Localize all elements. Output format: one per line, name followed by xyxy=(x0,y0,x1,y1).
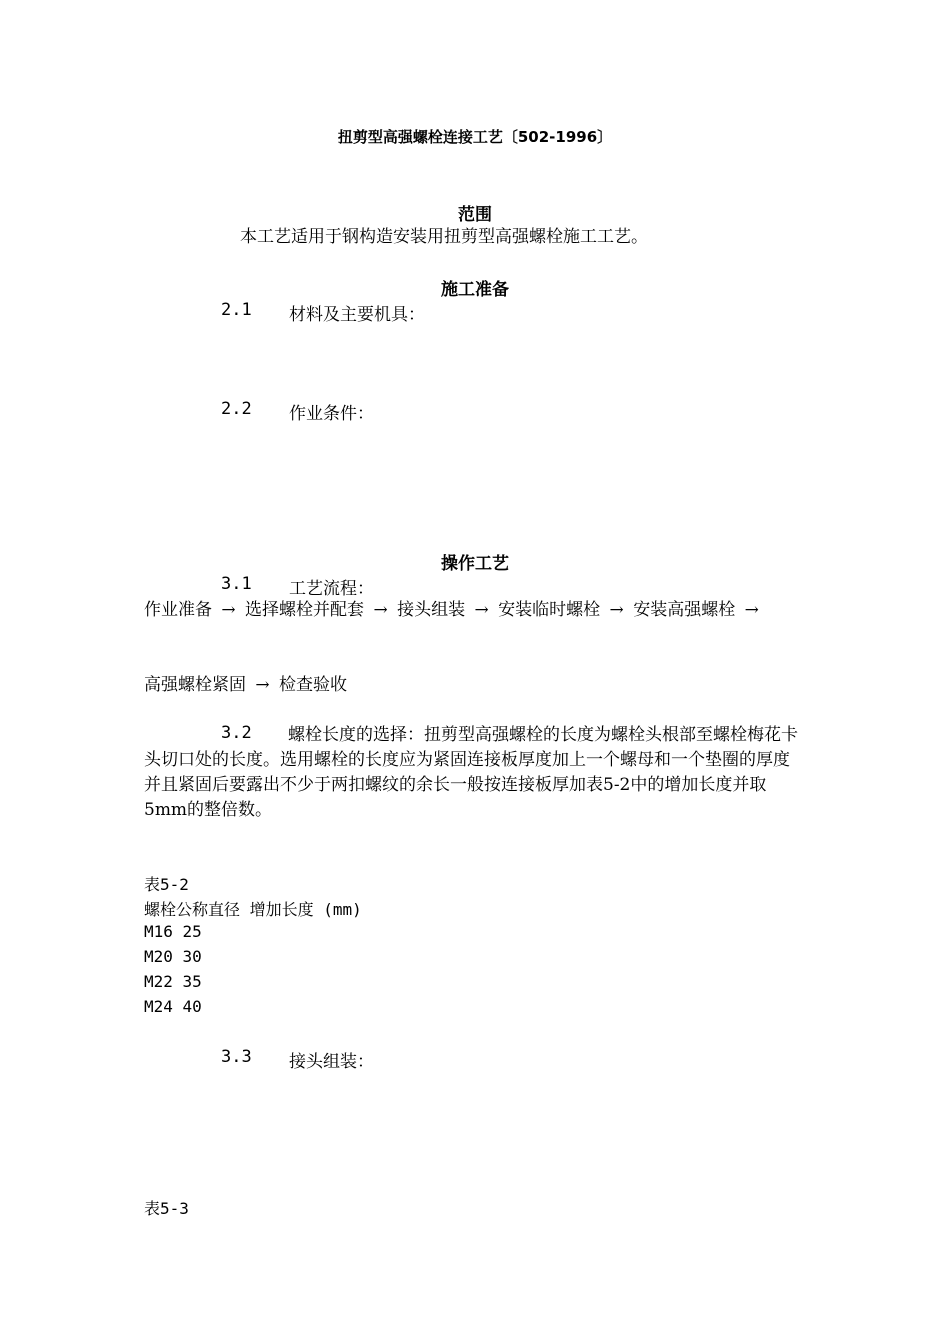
item-number-3-2: 3.2 xyxy=(221,723,252,743)
item-label-conditions: 作业条件： xyxy=(289,404,374,424)
item-number-2-1: 2.1 xyxy=(221,300,252,320)
bolt-length-paragraph: 螺栓长度的选择：扭剪型高强螺栓的长度为螺栓头根部至螺栓梅花卡头切口处的长度。选用螺栓的长度应为紧固连接板厚度加上一个螺母和一个垫圈的厚度并且紧固后要露出不少于两扣螺纹的余长一般按连接板厚加表5-2中的增加长度并取5mm的整倍数。 xyxy=(144,725,798,820)
table-row: M24 40 xyxy=(144,997,202,1016)
section-heading-preparation: 施工准备 xyxy=(441,280,509,300)
item-label-process-flow: 工艺流程： xyxy=(289,579,374,599)
item-label-materials: 材料及主要机具： xyxy=(289,305,425,325)
item-label-joint-assembly: 接头组装： xyxy=(289,1052,374,1072)
process-flow-line-2: 高强螺栓紧固 → 检查验收 xyxy=(144,675,348,695)
item-number-3-3: 3.3 xyxy=(221,1047,252,1067)
scope-text: 本工艺适用于钢构造安装用扭剪型高强螺栓施工工艺。 xyxy=(240,227,648,247)
section-heading-operation: 操作工艺 xyxy=(441,554,509,574)
table-5-3-caption: 表5-3 xyxy=(144,1199,189,1218)
table-5-2-header: 螺栓公称直径 增加长度 (mm) xyxy=(144,900,362,919)
item-number-2-2: 2.2 xyxy=(221,399,252,419)
table-5-2-caption: 表5-2 xyxy=(144,875,189,894)
document-title: 扭剪型高强螺栓连接工艺〔502-1996〕 xyxy=(337,128,613,146)
section-heading-scope: 范围 xyxy=(458,205,492,225)
table-row: M16 25 xyxy=(144,922,202,941)
process-flow-line-1: 作业准备 → 选择螺栓并配套 → 接头组装 → 安装临时螺栓 → 安装高强螺栓 → xyxy=(144,600,759,620)
table-row: M20 30 xyxy=(144,947,202,966)
table-row: M22 35 xyxy=(144,972,202,991)
item-number-3-1: 3.1 xyxy=(221,574,252,594)
